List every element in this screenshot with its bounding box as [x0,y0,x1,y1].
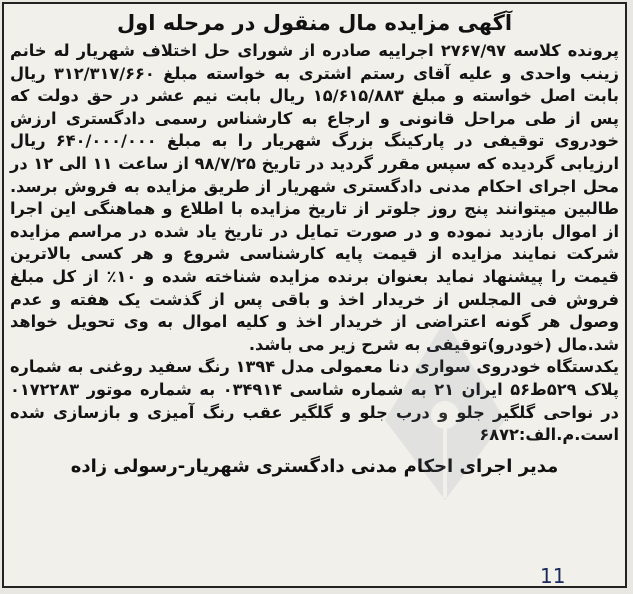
notice-body [4,40,625,447]
page-number: 11 [540,564,566,588]
signature: مدیر اجرای احکام مدنی دادگستری شهریار-رسولی زاده [70,455,559,477]
main-paragraph: پرونده کلاسه ۲۷۶۷/۹۷ اجراییه صادره از شورای حل اختلاف شهریار له خانم زینب واحدی و علیه آقای رستم اشتری به خواسته مبلغ ۳۱۲/۳۱۷/۶۶۰ ریال بابت اصل خواسته و مبلغ ۱۵/۶۱۵/۸۸۳ ریال بابت نیم عشر در حق دولت که پس از طی مراحل قانونی و ارجاع به کارشناس رسمی دادگستری ارزش خودروی توقیفی در پارکینگ بزرگ شهریار را به مبلغ ۶۴۰/۰۰۰/۰۰۰ ریال ارزیابی گردیده که سپس مقرر گردید در تاریخ ۹۸/۷/۲۵ از ساعت ۱۱ الی ۱۲ در محل اجرای احکام مدنی دادگستری شهریار از طریق مزایده به فروش برسد. طالبین میتوانند پنج روز جلوتر از تاریخ مزایده با اطلاع و هماهنگی این اجرا از اموال بازدید نموده و در صورت تمایل در تاریخ یاد شده در مراسم مزایده شرکت نمایند مزایده از قیمت پایه کارشناسی شروع و هر کسی بالاترین قیمت را پیشنهاد نماید بعنوان برنده مزایده شناخته شده و ۱۰٪ از کل مبلغ فروش فی المجلس از خریدار اخذ و باقی پس از گذشت یک هفته و عدم وصول هر گونه اعتراضی از خریدار اخذ و کلیه اموال به وی تحویل خواهد شد.مال (خودرو)توقیفی به شرح زیر می باشد. [10,41,620,354]
vehicle-paragraph: یکدستگاه خودروی سواری دنا معمولی مدل ۱۳۹۴ رنگ سفید روغنی به شماره پلاک ۵۲۹ط۵۶ ایران ۲۱ به شماره شاسی ۰۳۴۹۱۴ به شماره موتور ۰۱۷۲۲۸۳ در نواحی گلگیر جلو و درب جلو و گلگیر عقب رنگ آمیزی و بازسازی شده است.م.الف:۶۸۷۲ [10,357,619,445]
notice-title: آگهی مزایده مال منقول در مرحله اول [116,11,513,35]
notice-frame [2,2,627,588]
